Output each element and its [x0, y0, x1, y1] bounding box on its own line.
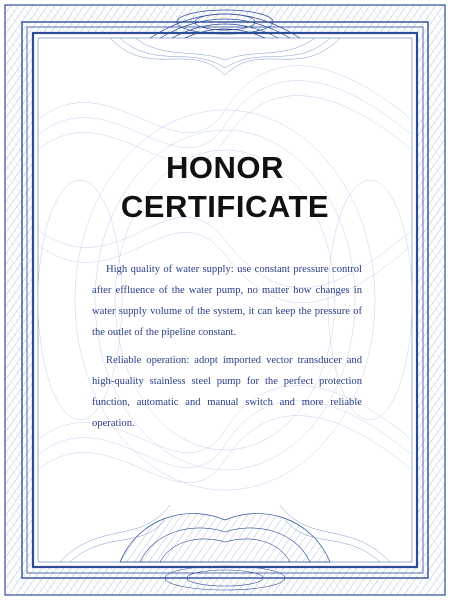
title-line-1: HONOR — [166, 150, 284, 185]
paragraph-reliable-operation: Reliable operation: adopt imported vector transducer and high-quality stainless steel pump for the perfect protection function, automatic and manual switch and more reliable operation. — [92, 355, 362, 429]
paragraph-water-supply: High quality of water supply: use constant pressure control after effluence of the water pump, no matter how changes in water supply volume of the system, it can keep the pressure of the outlet of the pipeline constant. — [92, 264, 362, 338]
title-line-2: CERTIFICATE — [120, 189, 330, 224]
